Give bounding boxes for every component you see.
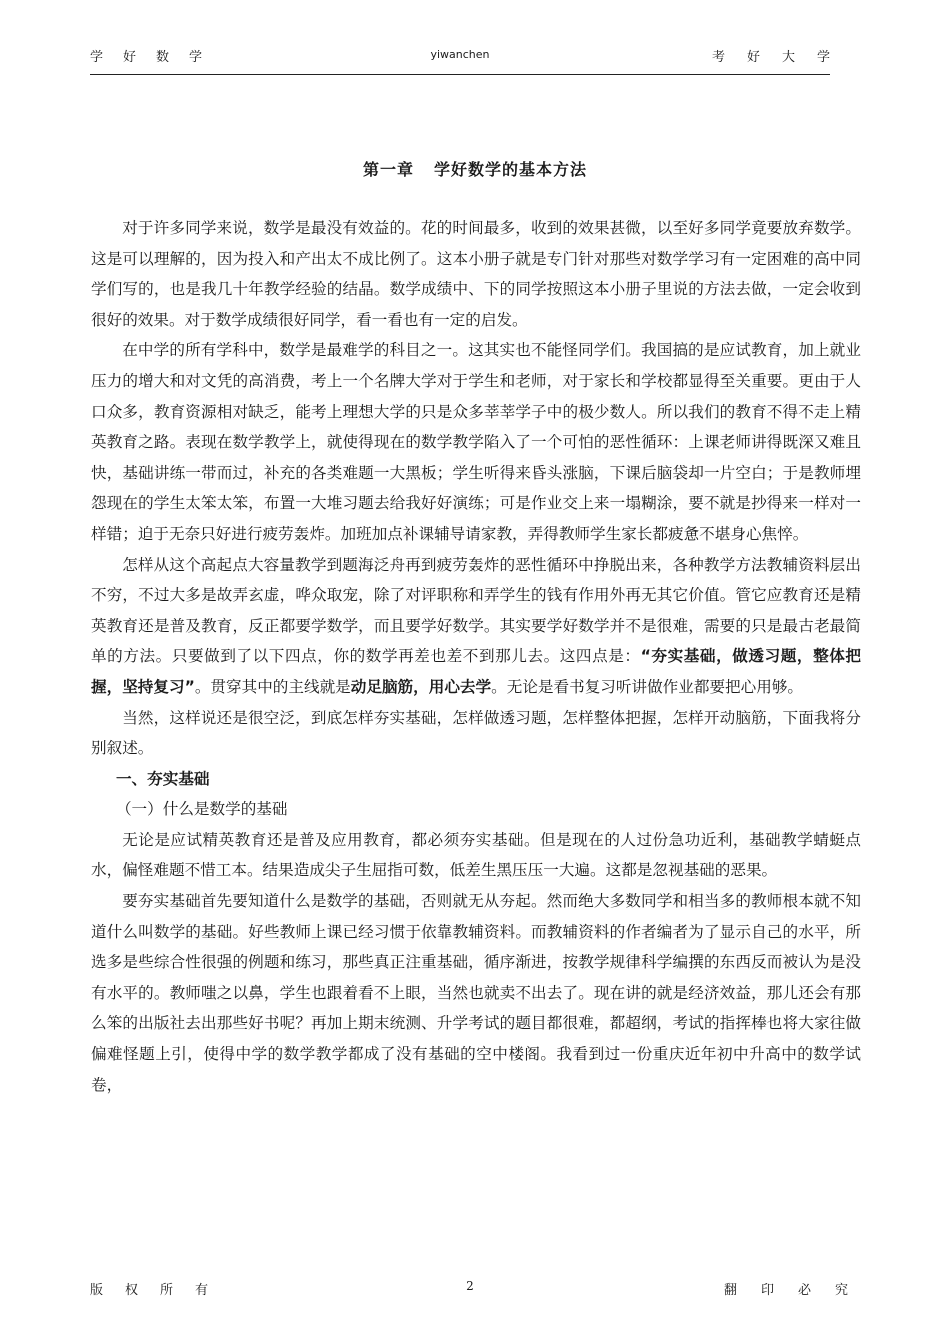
header-right-text: 考好大学 [711,50,852,65]
chapter-label: 第一章 [362,160,414,179]
paragraph-3 [91,550,861,703]
paragraph-3-text-e: 。无论是看书复习听讲做作业都要把心用够。 [491,677,804,696]
footer-left-text: 版权所有 [90,1283,231,1298]
page-header [90,44,852,75]
subsection-heading-1: （一）什么是数学的基础 [115,800,288,819]
header-left-text: 学好数学 [90,50,223,65]
paragraph-4: 当然，这样说还是很空泛，到底怎样夯实基础，怎样做透习题，怎样整体把握，怎样开动脑筋，下面我将分别叙述。 [91,708,861,758]
body-text [91,213,861,1100]
header-center-text: yiwanchen [430,48,490,61]
paragraph-1: 对于许多同学来说，数学是最没有效益的。花的时间最多，收到的效果甚微，以至好多同学竟要放弃数学。这是可以理解的，因为投入和产出太不成比例了。这本小册子就是专门针对那些对数学学习有一定困难的高中同学们写的，也是我几十年教学经验的结晶。数学成绩中、下的同学按照这本小册子里说的方法去做，一定会收到很好的效果。对于数学成绩很好同学，看一看也有一定的启发。 [91,219,861,329]
paragraph-6: 要夯实基础首先要知道什么是数学的基础，否则就无从夯起。然而绝大多数同学和相当多的教师根本就不知道什么叫数学的基础。好些教师上课已经习惯于依靠教辅资料。而教辅资料的作者编者为了显示自己的水平，所选多是些综合性很强的例题和练习，那些真正注重基础，循序渐进，按教学规律科学编撰的东西反而被认为是没有水平的。教师嗤之以鼻，学生也跟着看不上眼，当然也就卖不出去了。现在讲的就是经济效益，那儿还会有那么笨的出版社去出那些好书呢？再加上期末统测、升学考试的题目都很难，都超纲，考试的指挥棒也将大家往做偏难怪题上引，使得中学的数学教学都成了没有基础的空中楼阁。我看到过一份重庆近年初中升高中的数学试卷， [91,892,861,1094]
page-footer [90,1279,872,1299]
paragraph-3-text-c: 。贯穿其中的主线就是 [194,677,351,696]
page-number: 2 [466,1279,474,1293]
section-heading-1: 一、夯实基础 [115,769,210,788]
chapter-title [0,157,950,180]
paragraph-3-text-a: 怎样从这个高起点大容量教学到题海泛舟再到疲劳轰炸的恶性循环中挣脱出来，各种教学方法教辅资料层出不穷，不过大多是故弄玄虚，哗众取宠，除了对评职称和弄学生的钱有作用外再无其它价值。管它应教育还是精英教育还是普及教育，反正都要学数学，而且要学好数学。其实要学好数学并不是很难，需要的只是最古老最简单的方法。只要做到了以下四点，你的数学再差也差不到那儿去。这四点是： [91,555,861,666]
four-points-emphasis: “夯实基础，做透习题，整体把握，坚持复习” [91,647,861,696]
footer-right-text: 翻印必究 [723,1283,872,1298]
paragraph-2: 在中学的所有学科中，数学是最难学的科目之一。这其实也不能怪同学们。我国搞的是应试教育，加上就业压力的增大和对文凭的高消费，考上一个名牌大学对于学生和老师，对于家长和学校都显得至关重要。更由于人口众多，教育资源相对缺乏，能考上理想大学的只是众多莘莘学子中的极少数人。所以我们的教育不得不走上精英教育之路。表现在数学教学上，就使得现在的数学教学陷入了一个可怕的恶性循环：上课老师讲得既深又难且快，基础讲练一带而过，补充的各类难题一大黑板；学生听得来昏头涨脑，下课后脑袋却一片空白；于是教师埋怨现在的学生太笨太笨，布置一大堆习题去给我好好演练；可是作业交上来一塌糊涂，要不就是抄得来一样对一样错；迫于无奈只好进行疲劳轰炸。加班加点补课辅导请家教，弄得教师学生家长都疲惫不堪身心焦悴。 [91,341,861,543]
main-thread-emphasis: 动足脑筋，用心去学 [350,677,492,696]
paragraph-5: 无论是应试精英教育还是普及应用教育，都必须夯实基础。但是现在的人过份急功近利，基础教学蜻蜓点水，偏怪难题不惜工本。结果造成尖子生屈指可数，低差生黑压压一大遍。这都是忽视基础的恶果。 [91,830,861,880]
chapter-name: 学好数学的基本方法 [434,160,588,179]
